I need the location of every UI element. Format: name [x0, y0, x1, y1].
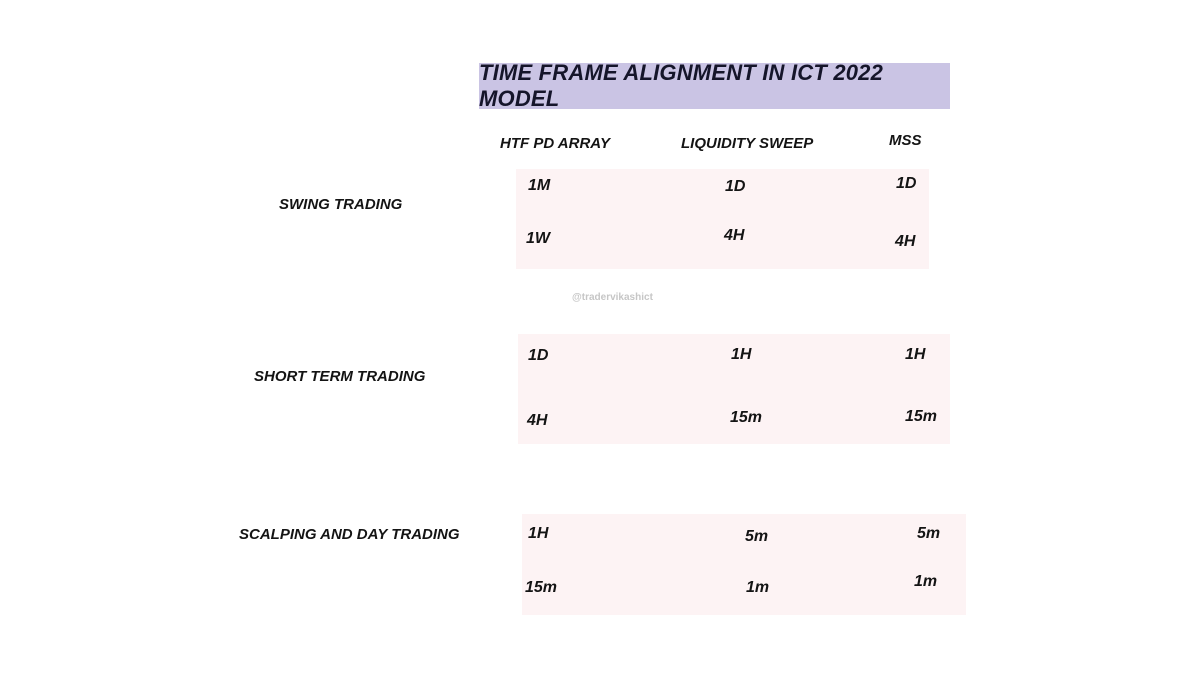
- column-header-htf-pd-array: HTF PD ARRAY: [500, 135, 610, 152]
- table-cell: 4H: [895, 233, 916, 250]
- table-cell: 1H: [731, 346, 752, 363]
- table-cell: 1H: [528, 525, 549, 542]
- column-header-liquidity-sweep: LIQUIDITY SWEEP: [681, 135, 814, 152]
- column-header-mss: MSS: [889, 132, 922, 149]
- table-cell: 4H: [527, 412, 548, 429]
- table-cell: 1m: [914, 573, 938, 590]
- table-cell: 1D: [528, 347, 549, 364]
- table-cell: 1m: [746, 579, 770, 596]
- table-cell: 15m: [525, 579, 558, 596]
- table-cell: 4H: [724, 227, 745, 244]
- table-cell: 1D: [896, 175, 917, 192]
- table-cell: 5m: [917, 525, 941, 542]
- section-block-swing-trading: [516, 169, 929, 269]
- table-cell: 1M: [528, 177, 551, 194]
- title-banner: [479, 60, 950, 111]
- table-cell: 5m: [745, 528, 769, 545]
- section-block-scalping-and-day-trading: [522, 514, 966, 615]
- table-cell: 1W: [526, 230, 550, 247]
- table-cell: 15m: [905, 408, 938, 425]
- table-cell: 15m: [730, 409, 763, 426]
- section-label-short-term-trading: SHORT TERM TRADING: [254, 368, 426, 385]
- section-label-swing-trading: SWING TRADING: [279, 196, 403, 213]
- section-label-scalping-and-day-trading: SCALPING AND DAY TRADING: [239, 526, 460, 543]
- table-cell: 1D: [725, 178, 746, 195]
- watermark: @tradervikashict: [572, 292, 653, 303]
- table-cell: 1H: [905, 346, 926, 363]
- page-title: TIME FRAME ALIGNMENT IN ICT 2022 MODEL: [479, 60, 884, 111]
